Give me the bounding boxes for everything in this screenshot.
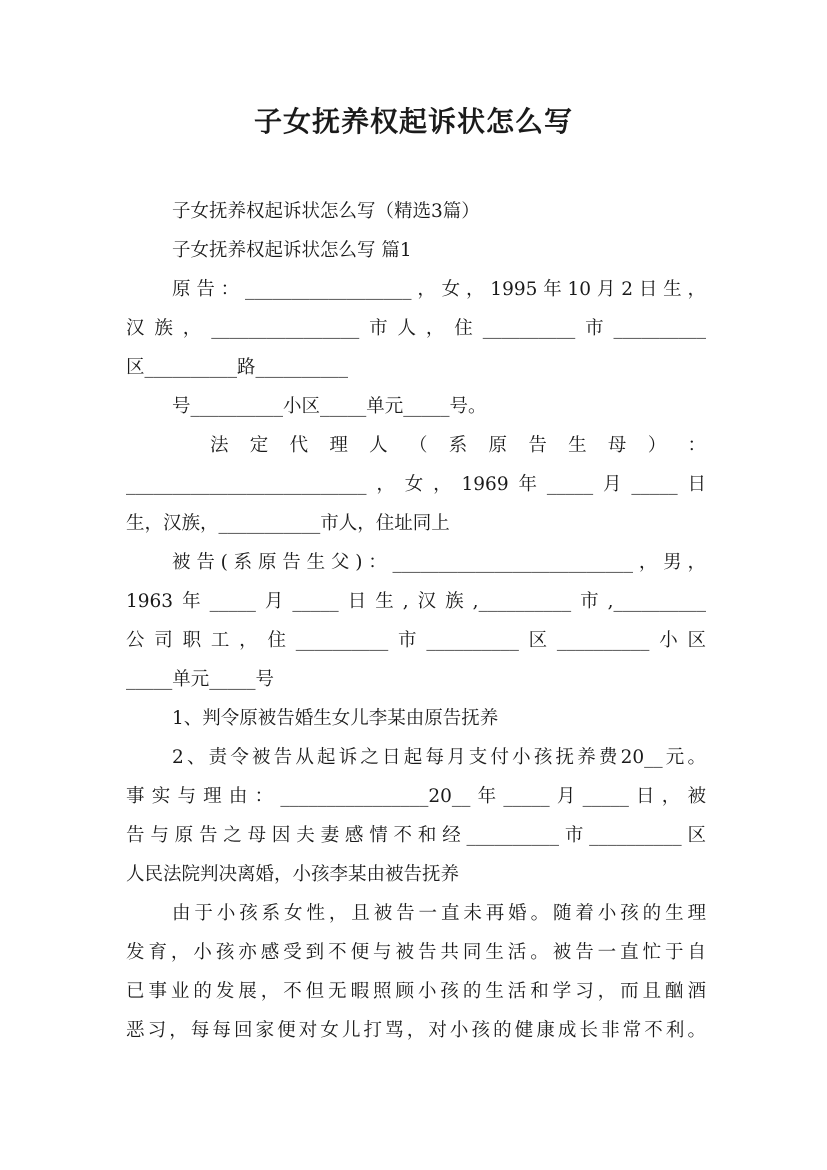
legal-representative-line-2: 生，汉族，___________市人，住址同上 [126, 513, 450, 534]
plaintiff-line-3: 区__________路__________ [126, 357, 349, 378]
reason-line-2: 发育，小孩亦感受到不便与被告共同生活。被告一直忙于自 [126, 942, 706, 963]
defendant-line-3: 公司职工，住__________市__________区__________小区 [126, 630, 706, 651]
defendant-line-4: _____单元_____号 [126, 669, 275, 690]
defendant-line-2: 1963年_____月_____日生,汉族,__________市,__________ [126, 591, 706, 612]
legal-representative-heading: 法 定 代 理 人 （ 系 原 告 生 母 ） ： [210, 435, 706, 456]
facts-line-1: 事实与理由：________________20__年_____月_____日，被 [126, 786, 706, 807]
document-title: 子女抚养权起诉状怎么写 [253, 105, 573, 138]
claim-item-2: 2、责令被告从起诉之日起每月支付小孩抚养费20__元。 [172, 747, 706, 768]
reason-line-3: 已事业的发展，不但无暇照顾小孩的生活和学习，而且酗酒 [126, 981, 706, 1002]
defendant-line-1: 被告(系原告生父)：__________________________，男， [172, 552, 706, 573]
subtitle-line: 子女抚养权起诉状怎么写（精选3篇） [172, 201, 480, 222]
reason-line-1: 由于小孩系女性，且被告一直未再婚。随着小孩的生理 [172, 903, 706, 924]
facts-line-2: 告与原告之母因夫妻感情不和经__________市__________区 [126, 825, 706, 846]
plaintiff-line-1: 原告：__________________，女，1995年10月2日生， [172, 279, 706, 300]
plaintiff-line-4: 号__________小区_____单元_____号。 [172, 396, 487, 417]
section-heading: 子女抚养权起诉状怎么写 篇1 [172, 240, 412, 261]
claim-item-1: 1、判令原被告婚生女儿李某由原告抚养 [172, 708, 499, 729]
legal-representative-line-1: __________________________，女，1969年_____月_____日 [126, 474, 706, 495]
facts-line-3: 人民法院判决离婚，小孩李某由被告抚养 [126, 864, 460, 885]
reason-line-4: 恶习，每每回家便对女儿打骂，对小孩的健康成长非常不利。 [126, 1020, 706, 1041]
plaintiff-line-2: 汉族，________________市人，住__________市__________ [126, 318, 706, 339]
